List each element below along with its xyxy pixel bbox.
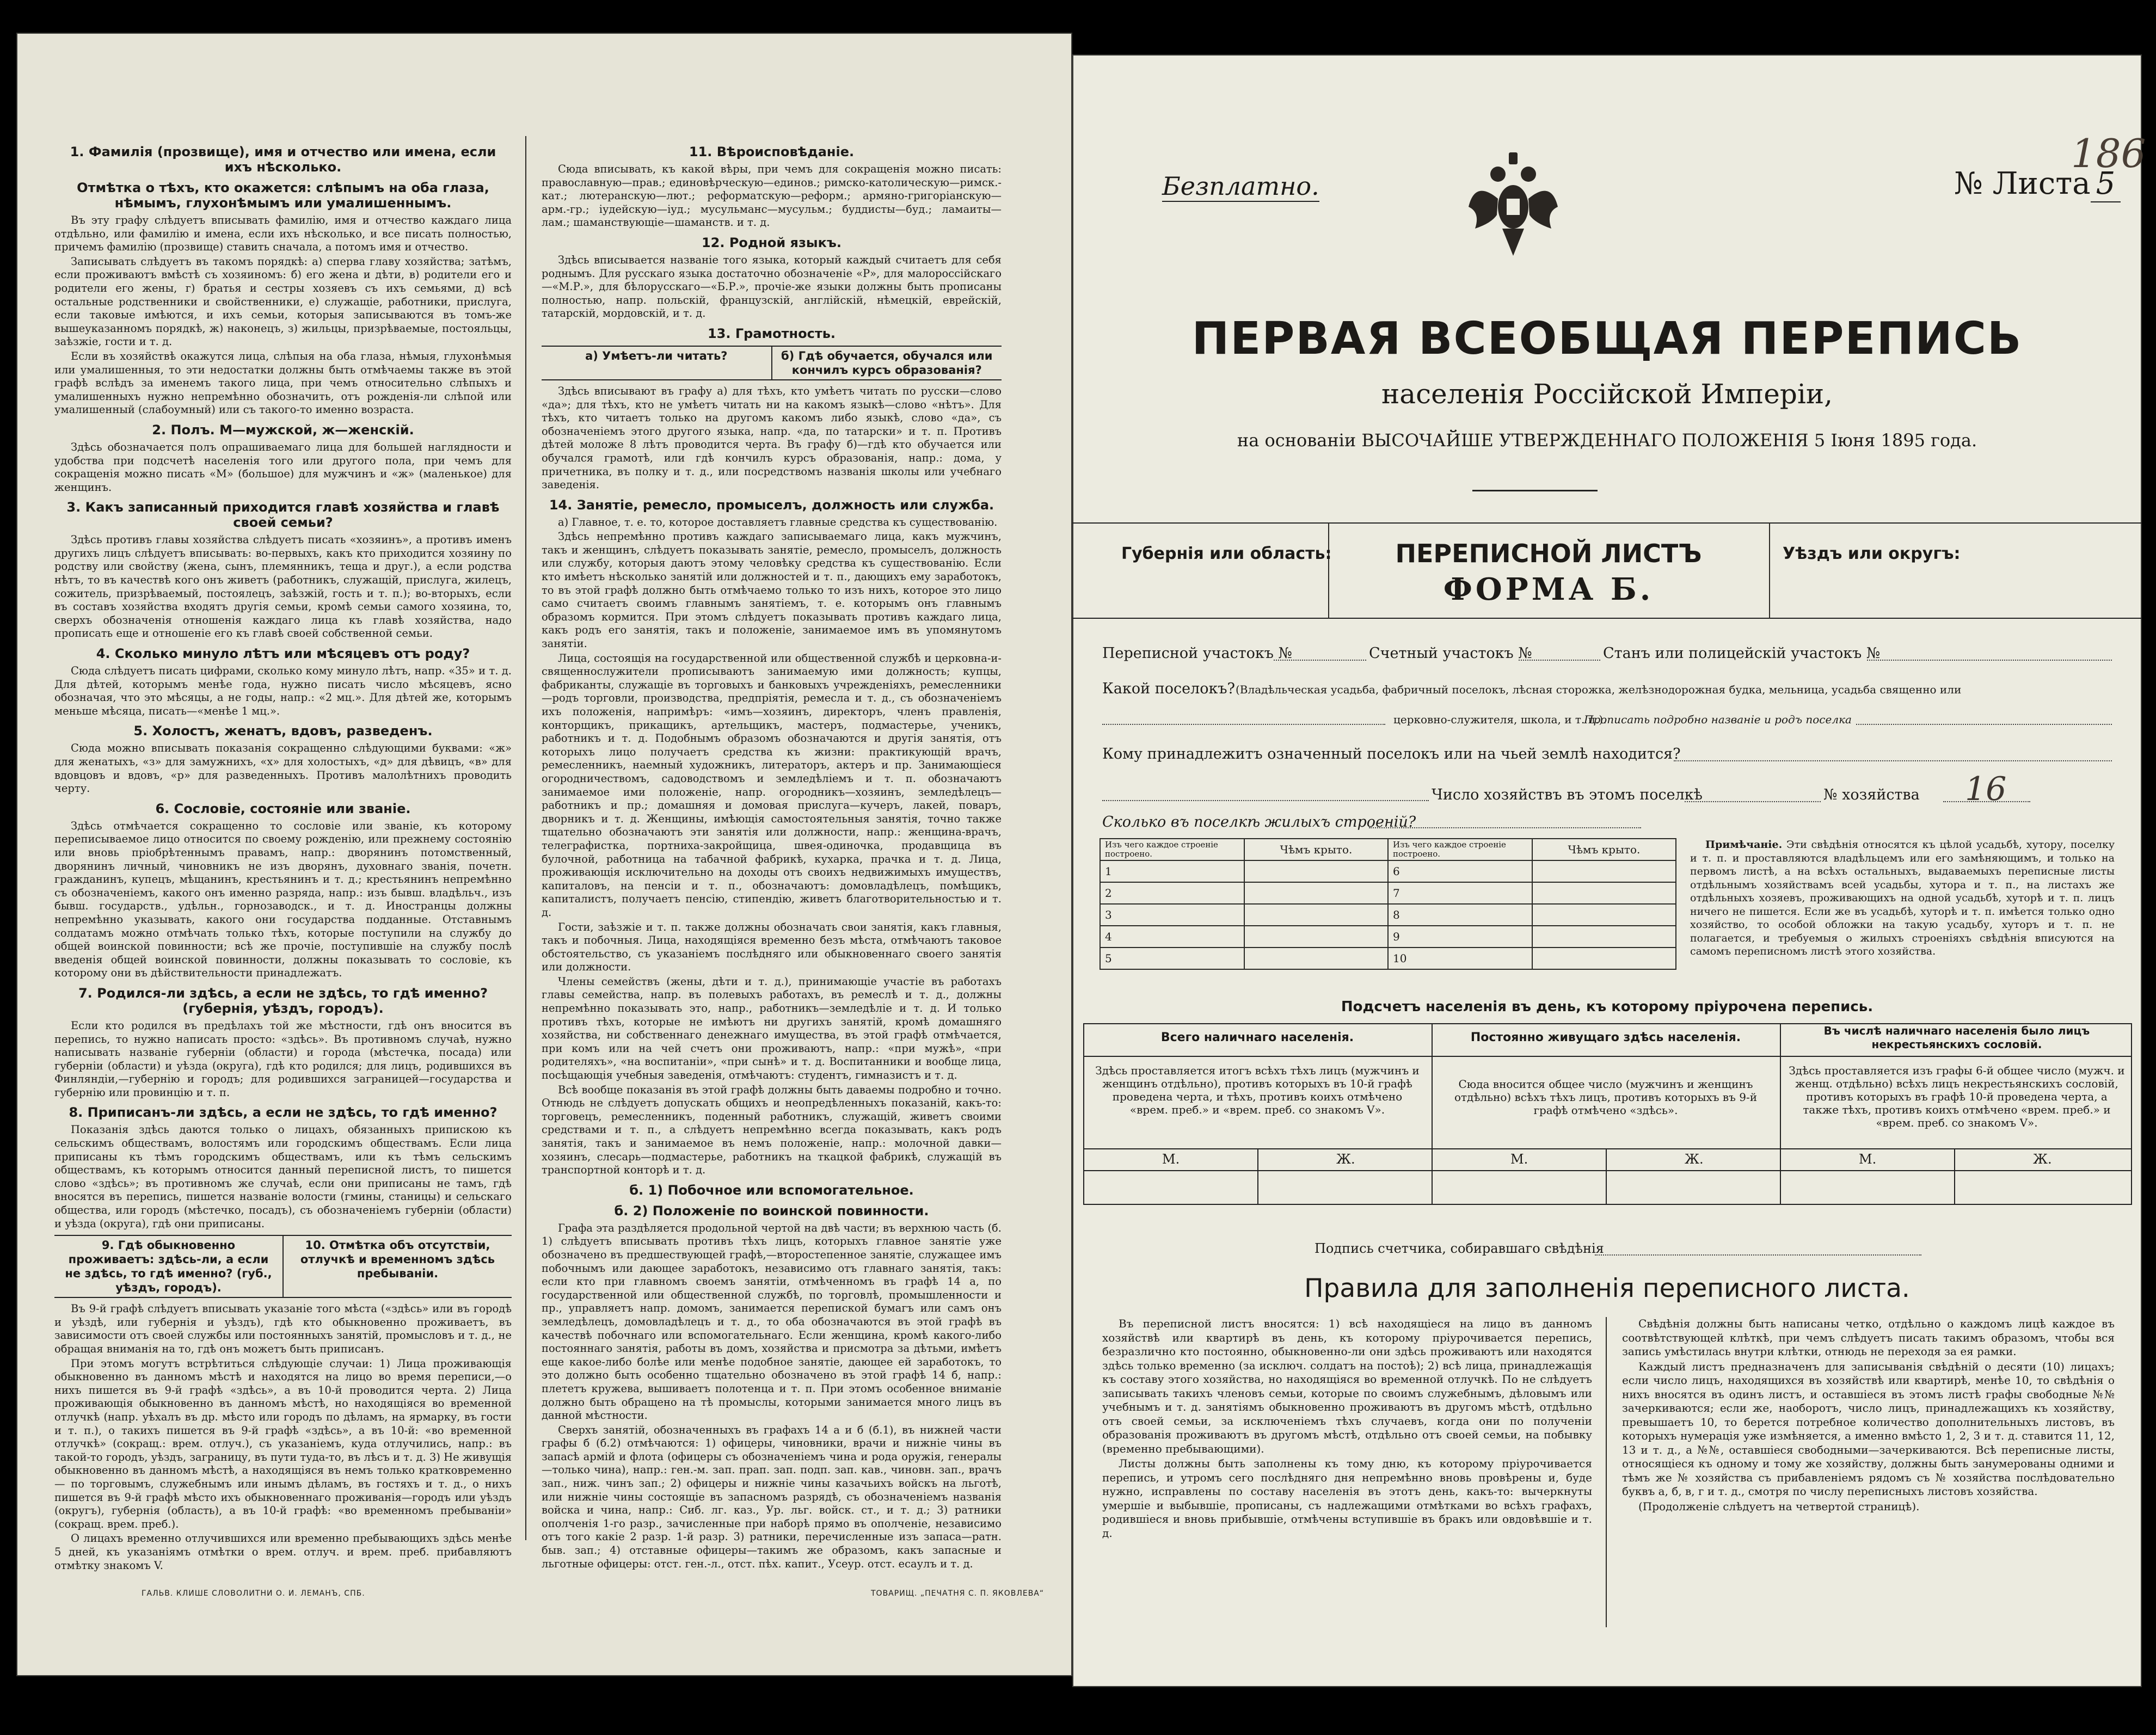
left-column-1: [54, 139, 512, 1572]
section-heading: б. 2) Положеніе по воинской повинности.: [614, 1203, 929, 1219]
census-area-label: Переписной участокъ №: [1102, 645, 1293, 662]
section-heading: 1. Фамилія (прозвище), имя и отчество или имена, если ихъ нѣсколько.: [70, 144, 496, 175]
building-row-number: 9: [1388, 926, 1532, 948]
settlement-hint: (Владѣльческая усадьба, фабричный поселокъ, лѣсная сторожка, желѣзнодорожная будка, мельница, усадьба священно или: [1236, 683, 1962, 696]
rules-title: Правила для заполненія переписного листа.: [1304, 1273, 1910, 1303]
section-heading: б. 1) Побочное или вспомогательное.: [629, 1182, 914, 1198]
left-page: [16, 33, 1072, 1676]
buildings-label: Сколько въ поселкѣ жилыхъ строеній?: [1102, 814, 1416, 830]
bld-head-roof-2: Чѣмъ крыто.: [1532, 839, 1676, 860]
left-column-2: [542, 139, 1002, 1570]
buildings-body: [1100, 860, 1676, 969]
settlement-label: Какой поселокъ?: [1102, 680, 1235, 697]
buildings-table: [1100, 838, 1676, 970]
section-heading: 5. Холостъ, женатъ, вдовъ, разведенъ.: [133, 723, 433, 739]
building-row: [1100, 860, 1676, 882]
count-desc-permanent: Сюда вносится общее число (мужчинъ и женщинъ отдѣльно) всѣхъ тѣхъ лицъ, противъ которыхъ въ 9-й графѣ отмѣчено «здѣсь».: [1454, 1078, 1758, 1117]
form-box-top: [1072, 522, 2142, 524]
paragraph: Сюда можно вписывать показанія сокращенно слѣдующими буквами: «ж» для женатыхъ, «з» для замужнихъ, «х» для холостыхъ, «д» для дѣвицъ, «в» для вдовцовъ и вдовъ, «р» для разведенныхъ. Противъ малолѣтнихъ проводить черту.: [54, 742, 512, 795]
count-area-label: Счетный участокъ №: [1369, 645, 1532, 662]
paragraph: Гости, заѣзжіе и т. п. также должны обозначать свои занятія, какъ главныя, такъ и побочныя. Лица, находящіяся временно безъ мѣста, отмѣчаютъ таковое обстоятельство, съ указаніемъ послѣдняго или обыкновеннаго своего занятія или должности.: [542, 920, 1002, 974]
paragraph: Если въ хозяйствѣ окажутся лица, слѣпыя на оба глаза, нѣмыя, глухонѣмыя или умалишенныя, то эти недостатки должны быть отмѣчаемы также въ этой графѣ вслѣдъ за именемъ такого лица, при чемъ относительно слѣпыхъ и умалишенныхъ нужно непремѣнно обозначить, отъ рожденія-ли слѣпой или умалишенный (слабоумный) или съ такого-то именно возраста.: [54, 349, 512, 416]
building-row-number: 3: [1100, 904, 1244, 926]
signature-line: [1595, 1254, 1921, 1256]
building-row-number: 4: [1100, 926, 1244, 948]
form-box-divider-right: [1769, 522, 1770, 619]
building-cell: [1244, 948, 1388, 969]
building-cell: [1532, 926, 1676, 948]
count-zh-1: Ж.: [1336, 1152, 1355, 1167]
settlement-line-2: [1856, 724, 2112, 725]
section-heading: 14. Занятіе, ремесло, промыселъ, должность или служба.: [549, 497, 994, 513]
section-heading: 12. Родной языкъ.: [701, 235, 842, 250]
household-no-label: № хозяйства: [1823, 786, 1920, 803]
paragraph: Здѣсь отмѣчается сокращенно то сословіе или званіе, къ которому переписываемое лицо относится по своему рожденію, или прежнему состоянію или вновь пріобрѣтеннымъ правамъ, напр.: дворянинъ потомственный, дворянинъ личный, чиновникъ не изъ дворянъ, духовнаго званія, почетн. гражданинъ, купецъ, мѣщанинъ, крестьянинъ и т. д.; крестьянинъ непремѣнно съ обозначеніемъ, какого онъ именно разряда, напр.: изъ бывш. владѣльч., изъ бывш. государств., удѣльн., горнозаводск., и т. д. Иностранцы должны непремѣнно указывать, какого они государства подданные. Отставнымъ солдатамъ можно отмѣчать только тѣхъ, которые поступили на службу до общей воинской повинности; всѣ же прочіе, поступившіе на службу послѣ введенія общей воинской повинности, должны показывать то сословіе, къ которому они въ дѣйствительности принадлежатъ.: [54, 819, 512, 980]
count-m-3: М.: [1859, 1152, 1877, 1167]
census-area-line: [1274, 660, 1366, 661]
form-subtitle: ФОРМА Б.: [1443, 571, 1654, 607]
paragraph: Здѣсь обозначается полъ опрашиваемаго лица для большей наглядности и удобства при подсчетѣ населенія того или другого пола, при чемъ для сокращенія можно писать «М» (большое) для мужчинъ и «ж» (маленькое) для женщинъ.: [54, 440, 512, 494]
count-m-2: М.: [1510, 1152, 1528, 1167]
paragraph: Здѣсь вписывается названіе того языка, который каждый считаетъ для себя роднымъ. Для русскаго языка достаточно обозначеніе «Р», для малороссійскаго—«М.Р.», для бѣлорусскаго—«Б.Р.», прочіе-же языки должны быть прописаны полностью, напр. польскій, французскій, англійскій, нѣмецкій, еврейскій, татарскій, мордовскій, и т. д.: [542, 253, 1002, 320]
paragraph: Здѣсь противъ главы хозяйства слѣдуетъ писать «хозяинъ», а противъ именъ другихъ лицъ слѣдуетъ вписывать: во-первыхъ, какъ кто приходится хозяину по родству или свойству (жена, сынъ, племянникъ, теща и друг.), а если родства нѣтъ, то въ качествѣ кого онъ живетъ (работникъ, служащій, прислуга, жилецъ, сожитель, призрѣваемый, постоялецъ, заѣзжій, гость и т. п.); во-вторыхъ, если въ составъ хозяйства входятъ другія семьи, кромѣ семьи самого хозяина, то, сверхъ обозначенія отношенія каждаго лица къ главѣ хозяйства, надо прописать еще и отношеніе его къ главѣ своей собственной семьи.: [54, 533, 512, 640]
sheet-number-value: 5: [2091, 166, 2121, 202]
owner-line: [1674, 760, 2112, 761]
count-head-total: Всего наличнаго населенія.: [1160, 1031, 1354, 1044]
building-cell: [1244, 882, 1388, 904]
paragraph: При этомъ могутъ встрѣтиться слѣдующіе случаи: 1) Лица проживающія обыкновенно въ данномъ мѣстѣ и находятся на лицо во время переписи,—о нихъ пишется въ 9-й графѣ «здѣсь», а въ 10-й проводится черта. 2) Лица проживающія обыкновенно въ данномъ мѣстѣ, но находящіяся во временной отлучкѣ (напр. уѣхалъ въ др. мѣсто или городъ по дѣламъ, на ярмарку, въ гости и т. п.), о такихъ пишется въ 9-й графѣ «здѣсь», а въ 10-й: «во временной отлучкѣ» (сокращ.: врем. отлуч.), съ указаніемъ, куда отлучились, напр.: въ такой-то городъ, уѣздъ, заграницу, въ пути туда-то, въ лѣсъ и т. д. 3) Не живущія обыкновенно въ данномъ мѣстѣ, а находящіяся въ немъ только кратковременно— по торговымъ, служебнымъ или инымъ дѣламъ, въ гостяхъ и т. д., о нихъ пишется въ 9-й графѣ мѣсто ихъ обыкновеннаго проживанія—городъ или уѣздъ (округъ), губернія (область), а въ 10-й графѣ: «во временномъ пребываніи» (сокращ. врем. преб.).: [54, 1357, 512, 1530]
paragraph: Здѣсь вписывают въ графу а) для тѣхъ, кто умѣетъ читать по русски—слово «да»; для тѣхъ, кто не умѣетъ читать ни на какомъ языкѣ—слово «нѣтъ». Для тѣхъ, кто читаетъ только на другомъ какомъ либо языкѣ, слово «да», съ обозначеніемъ этого другого языка, напр. «да, по татарски» и т. п. Противъ дѣтей моложе 8 лѣтъ проводится черта. Въ графу б)—гдѣ кто обучается или обучался грамотѣ, или гдѣ кончилъ курсъ образованія, напр.: дома, у причетника, въ полку и т. д., или посредствомъ названія школы или учебнаго заведенія.: [542, 384, 1002, 491]
stan-line: [1867, 660, 2112, 661]
building-cell: [1532, 948, 1676, 969]
paragraph: Если кто родился въ предѣлахъ той же мѣстности, гдѣ онъ вносится въ перепись, то нужно написать просто: «здѣсь». Въ противномъ случаѣ, нужно написывать названіе губерніи (области) и города (мѣстечка, посада) или губерніи (области) и уѣзда (округа), гдѣ кто родился; для лицъ, родившихся въ Финляндіи,—губернію и городъ; для родившихся заграницей—государства и губернію или провинцію и т. п.: [54, 1019, 512, 1099]
split-heading-left: а) Умѣетъ-ли читать?: [542, 347, 772, 379]
rules-paragraph: Въ переписной листъ вносятся: 1) всѣ находящіеся на лицо въ данномъ хозяйствѣ или квартирѣ въ день, къ которому пріурочивается перепись, безразлично кто постоянно, обыкновенно-ли они здѣсь проживаютъ или находятся здѣсь только временно (за исключ. солдатъ на постоѣ); 2) всѣ лица, принадлежащія къ составу этого хозяйства, но находящіяся во временной отлучкѣ. По не слѣдуетъ записывать такихъ членовъ семьи, которые по своимъ служебнымъ, дѣловымъ или учебнымъ и т. д. занятіямъ обыкновенно проживаютъ въ другомъ мѣстѣ, отдѣльно отъ своей семьи, за исключеніемъ тѣхъ случаевъ, когда они по полученіи образованія проживаютъ въ другомъ мѣстѣ, отдѣльно отъ своей семьи, на побывку (временно пребывающими).: [1102, 1317, 1592, 1455]
paragraph: О лицахъ временно отлучившихся или временно пребывающихъ здѣсь менѣе 5 дней, къ указаніямъ отмѣтки о врем. отлуч. и врем. преб. прибавляютъ отмѣтку знакомъ V.: [54, 1532, 512, 1572]
split-heading-right: б) Гдѣ обучается, обучался или кончилъ курсъ образованія?: [781, 349, 993, 377]
paragraph: Сюда вписывать, къ какой вѣры, при чемъ для сокращенія можно писать: православную—прав.; единовѣрческую—единов.; римско-католическую—римск.-кат.; лютеранскую—лют.; реформатскую—реформ.; армяно-григоріанскую—арм.-гр.; іудейскую—іуд.; мусульманс—мусульм.; буддисты—буд.; ламаиты—лам.; шаманствующіе—шаманств. и т. д.: [542, 163, 1002, 229]
bld-head-material-2: Изъ чего каждое строеніе построено.: [1388, 839, 1532, 860]
census-subtitle: населенія Россійской Имперіи,: [1381, 378, 1833, 410]
title-rule: [1472, 490, 1598, 491]
rules-paragraph: (Продолженіе слѣдуетъ на четвертой страницѣ).: [1638, 1499, 1920, 1513]
split-heading: [54, 1235, 512, 1298]
buildings-line: [1369, 827, 1641, 828]
paragraph: Въ эту графу слѣдуетъ вписывать фамилію, имя и отчество каждаго лица отдѣльно, или фамилію и имена, если ихъ нѣсколько, и все писать полностью, причемъ фамилію (прозвище) ставить сначала, а потомъ имя и отчество.: [54, 214, 512, 254]
count-zh-3: Ж.: [2033, 1152, 2052, 1167]
building-row: [1100, 926, 1676, 948]
split-heading-left: 9. Гдѣ обыкновенно проживаетъ: здѣсь-ли, а если не здѣсь, то гдѣ именно? (губ., уѣздъ, городъ).: [54, 1236, 284, 1297]
paragraph: Графа эта раздѣляется продольной чертой на двѣ части; въ верхнюю часть (б. 1) слѣдуетъ вписывать противъ тѣхъ лицъ, которыхъ главное занятіе уже обозначено въ предшествующей графѣ,—второстепенное занятіе, служащее имъ побочнымъ или дающее заработокъ, независимо отъ главнаго занятія, такъ: если кто при главномъ своемъ занятіи, отмѣченномъ въ графѣ 14 а, по государственной или общественной службѣ, по торговлѣ, промышленности и пр., управляетъ напр. домомъ, занимается перепиской бумагъ или самъ онъ земледѣлецъ, домовладѣлецъ и т. д., то оба обозначаются въ этой графѣ въ качествѣ побочнаго или вспомогательнаго. Если женщина, кромѣ какого-либо постояннаго занятія, работы въ домъ, хозяйства и присмотра за дѣтьми, имѣетъ еще какое-либо болѣе или менѣе подобное занятіе, дающее ей заработокъ, то это должно быть особенно тщательно обозначено въ этой графѣ 14 б, напр.: плететъ кружева, вышиваетъ полотенца и т. п. При этомъ особенное вниманіе должно быть обращено на тѣ промыслы, которыми занимается много лицъ въ данной мѣстности.: [542, 1221, 1002, 1422]
section-heading: 4. Сколько минуло лѣтъ или мѣсяцевъ отъ роду?: [96, 646, 470, 662]
signature-label: Подпись счетчика, собиравшаго свѣдѣнія: [1315, 1241, 1604, 1256]
section-heading: 2. Полъ. М—мужской, ж—женскій.: [152, 422, 414, 438]
split-heading-right: 10. Отмѣтка объ отсутствіи, отлучкѣ и временномъ здѣсь пребываніи.: [300, 1239, 495, 1281]
section-heading: Отмѣтка о тѣхъ, кто окажется: слѣпымъ на оба глаза, нѣмымъ, глухонѣмымъ или умалишеннымъ.: [77, 180, 489, 211]
rules-paragraph: Свѣдѣнія должны быть написаны четко, отдѣльно о каждомъ лицѣ каждое въ соотвѣтствующей клѣткѣ, при чемъ слѣдуетъ писать такимъ образомъ, чтобы вся запись умѣстилась внутри клѣтки, отнюдь не переходя за ея рамки.: [1622, 1317, 2115, 1358]
district-label: Уѣздъ или округъ:: [1783, 544, 1961, 563]
typefoundry-imprint: ГАЛЬВ. КЛИШЕ СЛОВОЛИТНИ О. И. ЛЕМАНЪ, СПБ.: [142, 1589, 365, 1598]
household-no-line: [1943, 801, 2030, 802]
settlement-line: [1102, 724, 1385, 725]
form-title: ПЕРЕПИСНОЙ ЛИСТЪ: [1395, 539, 1702, 568]
building-cell: [1244, 926, 1388, 948]
census-title: ПЕРВАЯ ВСЕОБЩАЯ ПЕРЕПИСЬ: [1191, 313, 2023, 365]
section-heading: 11. Вѣроисповѣданіе.: [689, 144, 855, 159]
free-label: Безплатно.: [1162, 171, 1319, 201]
building-row: [1100, 882, 1676, 904]
section-heading: 7. Родился-ли здѣсь, а если не здѣсь, то гдѣ именно? (губернія, уѣздъ, городъ).: [78, 985, 488, 1016]
building-row-number: 5: [1100, 948, 1244, 969]
count-area-line: [1519, 660, 1600, 661]
building-cell: [1532, 882, 1676, 904]
bld-head-roof: Чѣмъ крыто.: [1244, 839, 1388, 860]
section-heading: 6. Сословіе, состояніе или званіе.: [155, 801, 411, 816]
paragraph: а) Главное, т. е. то, которое доставляетъ главные средства къ существованію.: [558, 515, 998, 528]
owner-label: Кому принадлежитъ означенный поселокъ или на чьей землѣ находится?: [1102, 746, 1681, 762]
note-text: Эти свѣдѣнія относятся къ цѣлой усадьбѣ, хутору, поселку и т. п. и проставляются владѣльцемъ или его замѣняющимъ, и только на первомъ листѣ, а на всѣхъ остальныхъ, выдаваемыхъ переписные листы отдѣльнымъ хозяйствамъ всей усадьбы, хутора и т. п., на листахъ же отдѣльныхъ хозяевъ, проживающихъ на одной усадьбѣ, хуторѣ и т. п. лицъ ничего не пишется. Если же въ усадьбѣ, хуторѣ и т. п. имѣется только одно хозяйство, то особой обложки на такую усадьбу, хуторъ и т. п. не полагается, и требуемыя о жилыхъ строеніяхъ свѣдѣнія вписуются на самомъ переписномъ листѣ этого хозяйства.: [1690, 839, 2115, 957]
building-row: [1100, 904, 1676, 926]
form-box-bottom: [1072, 618, 2142, 619]
section-heading: 8. Приписанъ-ли здѣсь, а если не здѣсь, то гдѣ именно?: [69, 1105, 497, 1121]
building-cell: [1244, 904, 1388, 926]
rules-left-column: [1102, 1317, 1592, 1541]
sheet-number-label: № Листа: [1954, 166, 2091, 201]
building-row: [1100, 948, 1676, 969]
count-zh-2: Ж.: [1685, 1152, 1704, 1167]
rules-paragraph: Листы должны быть заполнены къ тому дню, къ которому пріурочивается перепись, и утромъ сего послѣдняго дня непремѣнно вновь провѣрены и, буде нужно, исправлены по составу населенія въ этотъ день, какъ-то: вычеркнуты умершіе и выбывшіе, прописаны, съ надлежащими отмѣтками во всѣхъ графахъ, родившіеся и вновь прибывшіе, отмѣчены вступившіе въ бракъ или овдовѣвшіе и т. д.: [1102, 1457, 1592, 1540]
building-cell: [1532, 904, 1676, 926]
rules-right-column: [1622, 1317, 2115, 1515]
section-heading: 13. Грамотность.: [707, 325, 836, 341]
note-title: Примѣчаніе.: [1705, 839, 1783, 851]
stan-label: Станъ или полицейскій участокъ №: [1603, 645, 1881, 662]
paragraph: Въ 9-й графѣ слѣдуетъ вписывать указаніе того мѣста («здѣсь» или въ городѣ и уѣздѣ, или губернія и уѣздъ), гдѣ кто обыкновенно проживаетъ, въ зависимости отъ своей службы или постоянныхъ занятій, промысловъ и т. д., не обращая вниманія на то, гдѣ онъ можетъ быть приписанъ.: [54, 1302, 512, 1355]
buildings-header-row: [1100, 839, 1676, 860]
count-m-1: М.: [1162, 1152, 1180, 1167]
paragraph: Записывать слѣдуетъ въ такомъ порядкѣ: а) сперва главу хозяйства; затѣмъ, если проживаютъ вмѣстѣ съ хозяиномъ: б) его жена и дѣти, в) родители его и родители его жены, г) братья и сестры хозяевъ съ ихъ семьями, д) всѣ остальные родственники и свойственники, е) служащіе, работники, прислуга, если таковые имѣются, и ихъ семьи, которыя записываются въ томъ-же вышеуказанномъ порядкѣ, ж) наконецъ, з) жильцы, призрѣваемые, постояльцы, заѣзжіе, гости и т. д.: [54, 255, 512, 348]
settlement-hint-3: Прописать подробно названіе и родъ поселка: [1584, 713, 1852, 726]
form-box-divider-left: [1328, 522, 1329, 619]
building-row-number: 2: [1100, 882, 1244, 904]
households-label: Число хозяйствъ въ этомъ поселкѣ: [1432, 786, 1703, 803]
building-row-number: 6: [1388, 860, 1532, 882]
census-basis: на основаніи ВЫСОЧАЙШЕ УТВЕРЖДЕННАГО ПОЛОЖЕНІЯ 5 Іюня 1895 года.: [1237, 430, 1977, 451]
right-page: [1072, 54, 2146, 1687]
building-row-number: 1: [1100, 860, 1244, 882]
printer-imprint: ТОВАРИЩ. „ПЕЧАТНЯ С. П. ЯКОВЛЕВА“: [871, 1589, 1045, 1598]
building-cell: [1532, 860, 1676, 882]
archive-page-number: 186: [2071, 131, 2146, 176]
double-headed-eagle-emblem: [1464, 147, 1562, 261]
count-desc-total: Здѣсь проставляется итогъ всѣхъ тѣхъ лицъ (мужчинъ и женщинъ отдѣльно), противъ которыхъ въ 10-й графѣ проведена черта, и тѣхъ, противъ коихъ отмѣчено «врем. преб.» и «врем. преб. со знакомъ V».: [1095, 1064, 1420, 1116]
count-desc-nonpeasant: Здѣсь проставляется изъ графы 6-й общее число (мужч. и женщ. отдѣльно) всѣхъ лицъ некрестьянскихъ сословій, противъ которыхъ въ графѣ 10-й проведена черта, а также тѣхъ, противъ коихъ отмѣчено «врем. преб.» и «врем. преб. со знакомъ V».: [1789, 1064, 2125, 1129]
split-heading: [542, 346, 1002, 380]
count-head-nonpeasant: Въ числѣ наличнаго населенія было лицъ некрестьянскихъ сословій.: [1823, 1024, 2090, 1051]
count-head-permanent: Постоянно живущаго здѣсь населенія.: [1470, 1031, 1741, 1044]
paragraph: Здѣсь непремѣнно противъ каждаго записываемаго лица, какъ мужчинъ, такъ и женщинъ, слѣдуетъ показывать занятіе, ремесло, промыселъ, должность или службу, которыя даютъ этому человѣку средства къ существованію. Если кто имѣетъ нѣсколько занятій или должностей и т. п., дающихъ ему заработокъ, то въ этой графѣ должно быть отмѣчаемо только то изъ нихъ, которое это лицо само считаетъ своимъ главнымъ занятіемъ, т. е. которымъ онъ главнымъ образомъ кормится. При этомъ слѣдуетъ показывать противъ каждаго лица, какъ родъ его занятія, такъ и положеніе, занимаемое имъ въ упомянутомъ занятіи.: [542, 530, 1002, 650]
paragraph: Члены семействъ (жены, дѣти и т. д.), принимающіе участіе въ работахъ главы семейства, напр. въ полевыхъ работахъ, въ ремеслѣ и т. д., должны непремѣнно показывать это, напр., работникъ—земледѣліе и т. д. И только противъ тѣхъ, которые не имѣютъ ни другихъ занятій, кромѣ домашняго хозяйства, ни собственнаго денежнаго имущества, въ этой графѣ отмѣчается, при комъ или на чей счетъ они проживаютъ, напр.: «при мужѣ», «при родителяхъ», «на воспитаніи», «при сынѣ» и т. д. Воспитанники и вообще лица, посѣщающія учебныя заведенія, отмѣчаютъ: студентъ, гимназистъ и т. д.: [542, 975, 1002, 1082]
buildings-note: [1690, 838, 2115, 958]
rules-divider: [1606, 1317, 1607, 1627]
column-divider: [525, 136, 526, 1540]
count-title: Подсчетъ населенія въ день, къ которому пріурочена перепись.: [1341, 999, 1874, 1015]
building-row-number: 8: [1388, 904, 1532, 926]
settlement-hint-2: церковно-служителя, школа, и т. п.).: [1393, 713, 1607, 726]
province-label: Губернія или область:: [1121, 544, 1332, 563]
building-row-number: 10: [1388, 948, 1532, 969]
rules-paragraph: Каждый листъ предназначенъ для записыванія свѣдѣній о десяти (10) лицахъ; если число лицъ, находящихся въ хозяйствѣ или квартирѣ, менѣе 10, то свѣдѣнія о нихъ вносятся въ одинъ листъ, и оставшіеся въ этомъ листѣ графы свободные №№ зачеркиваются; если же, наоборотъ, число лицъ, принадлежащихъ къ хозяйству, превышаетъ 10, то берется потребное количество дополнительныхъ листовъ, въ которыхъ нумерація уже измѣняется, а именно вмѣсто 1, 2, 3 и т. д. ставится 11, 12, 13 и т. д., а №№, оставшіеся свободными—зачеркиваются. Всѣ переписные листы, относящіеся къ одному и тому же хозяйству, должны быть занумерованы одними и тѣмъ же № хозяйства съ прибавленіемъ рядомъ съ № хозяйства послѣдовательно буквъ а, б, в, г и т. д., смотря по числу переписныхъ листовъ хозяйства.: [1622, 1359, 2115, 1498]
paragraph: Показанія здѣсь даются только о лицахъ, обязанныхъ припискою къ сельскимъ обществамъ, волостямъ или городскимъ обществамъ. Если лица приписаны къ тѣмъ городскимъ обществамъ, или къ тѣмъ сельскимъ обществамъ, къ которымъ относится данный переписной листъ, то пишется слово «здѣсь»; въ противномъ же случаѣ, если они приписаны не тамъ, гдѣ вносятся въ перепись, пишется названіе волости (гмины, станицы) и сельскаго общества, или городъ (мѣстечко, посадъ), съ обозначеніемъ губерніи (области) и уѣзда (округа), гдѣ они приписаны.: [54, 1123, 512, 1230]
paragraph: Сверхъ занятій, обозначенныхъ въ графахъ 14 а и б (б.1), въ нижней части графы б (б.2) отмѣчаются: 1) офицеры, чиновники, врачи и нижніе чины въ запасѣ армій и флота (офицеры съ обозначеніемъ чина и рода оружія, генералы—только чина), напр.: ген.-м. зап. прап. зап. подп. зап. кав., чиновн. зап., врачъ зап., ниж. чинъ зап.; 2) офицеры и нижніе чины казачьихъ войскъ на льготѣ, или нижніе чины состоящіе въ запасномъ разрядѣ, съ обозначеніемъ названія войска и чина, напр.: Сиб. лг. каз., Ур. льг. войск. ст., и т. д.; 3) ратники ополченія 1-го разр., зачисленные при наборѣ прямо въ ополченіе, независимо отъ того какіе 2 разр. 1-й разр. 3) ратники, перечисленные изъ запаса—ратн. быв. зап.; 4) отставные офицеры—такимъ же образомъ, какъ запасные и льготные офицеры: отст. ген.-л., отст. пѣх. капит., Усеур. отст. есаулъ и т. д.: [542, 1423, 1002, 1570]
section-heading: 3. Какъ записанный приходится главѣ хозяйства и главѣ своей семьи?: [66, 500, 500, 531]
paragraph: Всѣ вообще показанія въ этой графѣ должны быть даваемы подробно и точно. Отнюдь не слѣдуетъ допускать общихъ и неопредѣленныхъ показаній, какъ-то: торговецъ, ремесленникъ, поденный работникъ, служащій, живетъ своими средствами и т. п., а слѣдуетъ непремѣнно всегда показывать, какъ родъ занятія, такъ и занимаемое въ немъ положеніе, напр.: молочной давки—хозяинъ, слесарь—подмастерье, работникъ на ткацкой фабрикѣ, служащій въ транспортной конторѣ и т. д.: [542, 1083, 1002, 1177]
bld-head-material: Изъ чего каждое строеніе построено.: [1100, 839, 1244, 860]
household-no-value: 16: [1965, 770, 2007, 808]
owner-line-2: [1102, 800, 1429, 801]
paragraph: Лица, состоящія на государственной или общественной службѣ и церковна-и-священнослужители прописываютъ занимаемую ими должность; купцы, фабриканты, служащіе въ торговыхъ и банковыхъ учрежденіяхъ, ремесленники—родъ торговли, производства, предпріятія, ремесла и т. д., съ обозначеніемъ ихъ положенія, напримѣръ: «имъ—хозяинъ, директоръ, членъ правленія, конторщикъ, прикащикъ, артельщикъ, мастеръ, подмастерье, ученикъ, работникъ и т. д. Подобнымъ образомъ обозначаются и другія занятія, отъ которыхъ лицо получаетъ средства къ жизни: практикующій врачъ, ремесленникъ, наемный художникъ, литераторъ, актеръ и пр. Занимающіеся огородничествомъ, садоводствомъ и земледѣліемъ и т. п. обозначаютъ занимаемое ими положеніе, напр. огородникъ—хозяинъ, земледѣлецъ—работникъ и пр.; домашняя и домовая прислуга—кучеръ, лакей, поваръ, дворникъ и т. д. Женщины, имѣющія самостоятельныя занятія, точно также тщательно обозначаютъ эти занятія или должности, напр.: женщина-врачъ, телеграфистка, портниха-закройщица, швея-одиночка, продавщица въ булочной, работница на табачной фабрикѣ, кухарка, прачка и т. д. Лица, проживающія исключительно на доходы отъ своихъ недвижимыхъ имуществъ, капиталовъ, на пенсіи и т. п., обозначаютъ: домовладѣлецъ, помѣщикъ, капиталистъ, получаетъ пенсію, стипендію, живетъ благотворительностью и т. д.: [542, 651, 1002, 919]
paragraph: Сюда слѣдуетъ писать цифрами, сколько кому минуло лѣтъ, напр. «35» и т. д. Для дѣтей, которымъ менѣе года, нужно писать число мѣсяцевъ, ясно обозначая, что это мѣсяцы, а не годы, напр.: «2 мц.». Для дѣтей же, которымъ меньше мѣсяца, писать—«менѣе 1 мц.».: [54, 665, 512, 717]
building-cell: [1244, 860, 1388, 882]
households-line: [1685, 801, 1821, 802]
building-row-number: 7: [1388, 882, 1532, 904]
